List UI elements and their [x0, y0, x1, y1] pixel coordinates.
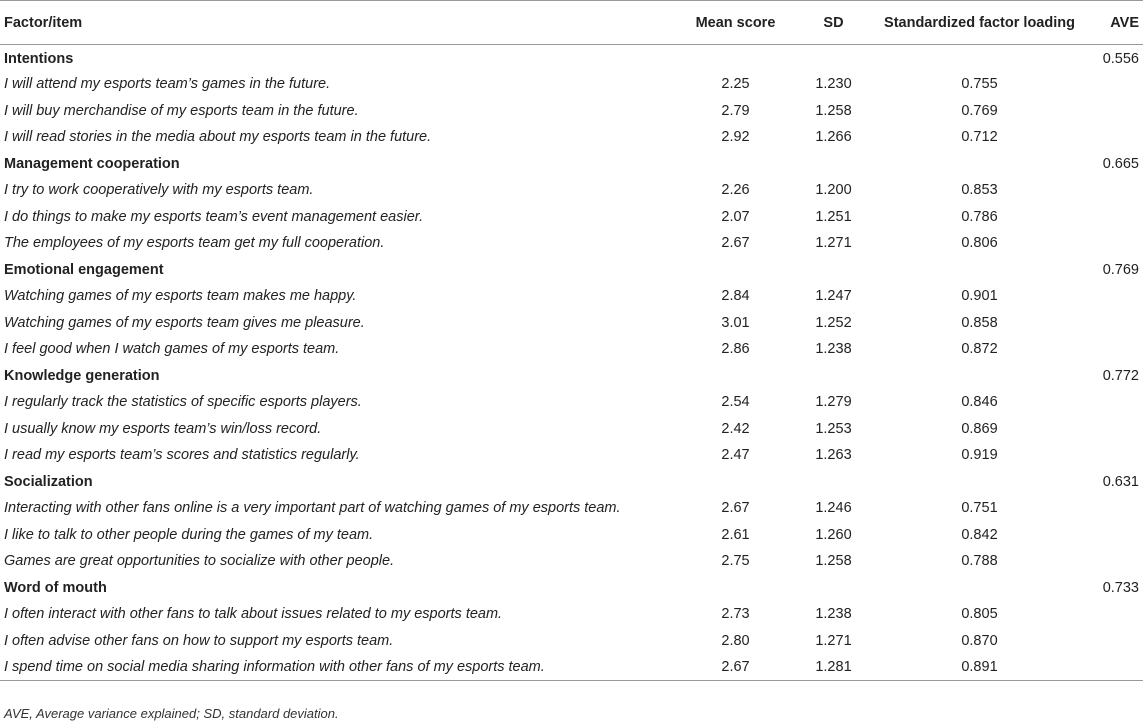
group-name: Word of mouth — [4, 579, 107, 596]
empty-cell — [676, 257, 795, 284]
empty-cell — [1087, 230, 1143, 257]
empty-cell — [1087, 177, 1143, 204]
item-text: I try to work cooperatively with my esports team. — [4, 182, 314, 199]
table-body — [0, 45, 1143, 681]
item-text: I usually know my esports team’s win/loss record. — [4, 420, 322, 437]
item-sd: 1.266 — [815, 129, 852, 146]
header-standardized-factor-loading: Standardized factor loading — [872, 1, 1087, 45]
item-mean-score: 2.42 — [721, 420, 750, 437]
table-row — [0, 548, 1143, 575]
item-mean-score: 2.79 — [721, 102, 750, 119]
empty-cell — [1087, 416, 1143, 443]
empty-cell — [795, 469, 872, 496]
item-mean-score: 2.47 — [721, 447, 750, 464]
group-ave: 0.631 — [1102, 473, 1139, 490]
table-row — [0, 416, 1143, 443]
empty-cell — [1087, 654, 1143, 681]
table-row — [0, 177, 1143, 204]
table-row — [0, 389, 1143, 416]
header-row — [0, 1, 1143, 45]
table-row — [0, 98, 1143, 125]
item-mean-score: 2.92 — [721, 129, 750, 146]
empty-cell — [1087, 628, 1143, 655]
item-text: Watching games of my esports team makes me happy. — [4, 288, 357, 305]
item-text: I will buy merchandise of my esports team in the future. — [4, 102, 359, 119]
empty-cell — [872, 575, 1087, 602]
item-text: I spend time on social media sharing information with other fans of my esports team. — [0, 654, 676, 681]
item-sd: 1.238 — [815, 341, 852, 358]
empty-cell — [1087, 71, 1143, 98]
empty-cell — [676, 151, 795, 178]
group-ave: 0.733 — [1102, 579, 1139, 596]
empty-cell — [872, 469, 1087, 496]
item-text: I regularly track the statistics of specific esports players. — [4, 394, 362, 411]
table-row — [0, 495, 1143, 522]
item-sd: 1.260 — [815, 526, 852, 543]
table-footnote: AVE, Average variance explained; SD, standard deviation. — [4, 706, 339, 721]
item-factor-loading: 0.901 — [961, 288, 998, 305]
item-sd: 1.263 — [815, 447, 852, 464]
empty-cell — [795, 45, 872, 72]
item-mean-score: 2.26 — [721, 182, 750, 199]
item-sd: 1.281 — [795, 654, 872, 681]
table-header — [0, 1, 1143, 45]
header-ave: AVE — [1087, 1, 1143, 45]
empty-cell — [1087, 336, 1143, 363]
item-mean-score: 2.25 — [721, 76, 750, 93]
item-text: I often advise other fans on how to support my esports team. — [4, 632, 394, 649]
table-row — [0, 71, 1143, 98]
item-mean-score: 2.84 — [721, 288, 750, 305]
item-text: I will attend my esports team’s games in the future. — [4, 76, 331, 93]
item-text: Watching games of my esports team gives me pleasure. — [4, 314, 365, 331]
item-factor-loading: 0.891 — [872, 654, 1087, 681]
item-factor-loading: 0.805 — [961, 606, 998, 623]
empty-cell — [872, 151, 1087, 178]
item-mean-score: 2.75 — [721, 553, 750, 570]
table-row — [0, 124, 1143, 151]
empty-cell — [676, 575, 795, 602]
item-mean-score: 3.01 — [721, 314, 750, 331]
empty-cell — [795, 363, 872, 390]
group-ave: 0.769 — [1102, 261, 1139, 278]
item-mean-score: 2.73 — [721, 606, 750, 623]
empty-cell — [872, 363, 1087, 390]
empty-cell — [1087, 601, 1143, 628]
table-row — [0, 522, 1143, 549]
item-text: I like to talk to other people during the games of my team. — [4, 526, 374, 543]
item-sd: 1.253 — [815, 420, 852, 437]
item-sd: 1.238 — [815, 606, 852, 623]
item-text: Interacting with other fans online is a very important part of watching games of my esports team. — [4, 500, 621, 517]
group-name: Socialization — [4, 473, 93, 490]
table-row — [0, 336, 1143, 363]
item-sd: 1.258 — [815, 102, 852, 119]
empty-cell — [1087, 124, 1143, 151]
header-mean-score: Mean score — [676, 1, 795, 45]
item-factor-loading: 0.846 — [961, 394, 998, 411]
empty-cell — [1087, 442, 1143, 469]
item-factor-loading: 0.858 — [961, 314, 998, 331]
item-mean-score: 2.67 — [721, 235, 750, 252]
item-mean-score: 2.67 — [721, 500, 750, 517]
item-text: I feel good when I watch games of my esports team. — [4, 341, 340, 358]
empty-cell — [872, 45, 1087, 72]
item-sd: 1.246 — [815, 500, 852, 517]
item-sd: 1.251 — [815, 208, 852, 225]
group-name: Knowledge generation — [4, 367, 160, 384]
item-sd: 1.258 — [815, 553, 852, 570]
item-mean-score: 2.61 — [721, 526, 750, 543]
empty-cell — [1087, 204, 1143, 231]
group-row — [0, 363, 1143, 390]
group-row — [0, 257, 1143, 284]
empty-cell — [795, 257, 872, 284]
item-factor-loading: 0.919 — [961, 447, 998, 464]
empty-cell — [1087, 389, 1143, 416]
item-mean-score: 2.67 — [676, 654, 795, 681]
item-factor-loading: 0.806 — [961, 235, 998, 252]
item-sd: 1.200 — [815, 182, 852, 199]
item-sd: 1.271 — [815, 235, 852, 252]
item-text: The employees of my esports team get my full cooperation. — [4, 235, 385, 252]
item-factor-loading: 0.769 — [961, 102, 998, 119]
group-ave: 0.772 — [1102, 367, 1139, 384]
group-row — [0, 469, 1143, 496]
item-factor-loading: 0.872 — [961, 341, 998, 358]
item-sd: 1.230 — [815, 76, 852, 93]
item-mean-score: 2.86 — [721, 341, 750, 358]
header-sd: SD — [795, 1, 872, 45]
table-row — [0, 230, 1143, 257]
table-row — [0, 654, 1143, 681]
item-factor-loading: 0.853 — [961, 182, 998, 199]
item-sd: 1.247 — [815, 288, 852, 305]
empty-cell — [1087, 495, 1143, 522]
table-row — [0, 283, 1143, 310]
empty-cell — [676, 469, 795, 496]
item-factor-loading: 0.788 — [961, 553, 998, 570]
empty-cell — [795, 575, 872, 602]
empty-cell — [676, 363, 795, 390]
item-text: I do things to make my esports team’s event management easier. — [4, 208, 424, 225]
empty-cell — [1087, 522, 1143, 549]
item-text: I read my esports team’s scores and statistics regularly. — [4, 447, 360, 464]
item-factor-loading: 0.870 — [961, 632, 998, 649]
item-text: Games are great opportunities to socialize with other people. — [4, 553, 395, 570]
group-name: Management cooperation — [4, 155, 180, 172]
item-mean-score: 2.54 — [721, 394, 750, 411]
empty-cell — [1087, 98, 1143, 125]
group-row — [0, 575, 1143, 602]
header-factor-item: Factor/item — [0, 1, 676, 45]
empty-cell — [1087, 310, 1143, 337]
item-factor-loading: 0.755 — [961, 76, 998, 93]
group-ave: 0.665 — [1102, 155, 1139, 172]
empty-cell — [1087, 283, 1143, 310]
item-factor-loading: 0.712 — [961, 129, 998, 146]
item-mean-score: 2.07 — [721, 208, 750, 225]
table-row — [0, 628, 1143, 655]
group-name: Emotional engagement — [4, 261, 164, 278]
group-row — [0, 151, 1143, 178]
item-factor-loading: 0.786 — [961, 208, 998, 225]
table-row — [0, 310, 1143, 337]
item-factor-loading: 0.869 — [961, 420, 998, 437]
group-ave: 0.556 — [1102, 51, 1139, 67]
item-mean-score: 2.80 — [721, 632, 750, 649]
empty-cell — [676, 45, 795, 72]
item-factor-loading: 0.842 — [961, 526, 998, 543]
empty-cell — [1087, 548, 1143, 575]
item-sd: 1.279 — [815, 394, 852, 411]
item-text: I will read stories in the media about my esports team in the future. — [4, 129, 432, 146]
item-factor-loading: 0.751 — [961, 500, 998, 517]
group-name: Intentions — [4, 51, 74, 67]
table-row — [0, 204, 1143, 231]
empty-cell — [872, 257, 1087, 284]
item-text: I often interact with other fans to talk about issues related to my esports team. — [4, 606, 503, 623]
table-row — [0, 601, 1143, 628]
group-row — [0, 45, 1143, 72]
item-sd: 1.252 — [815, 314, 852, 331]
table-row — [0, 442, 1143, 469]
item-sd: 1.271 — [815, 632, 852, 649]
empty-cell — [795, 151, 872, 178]
